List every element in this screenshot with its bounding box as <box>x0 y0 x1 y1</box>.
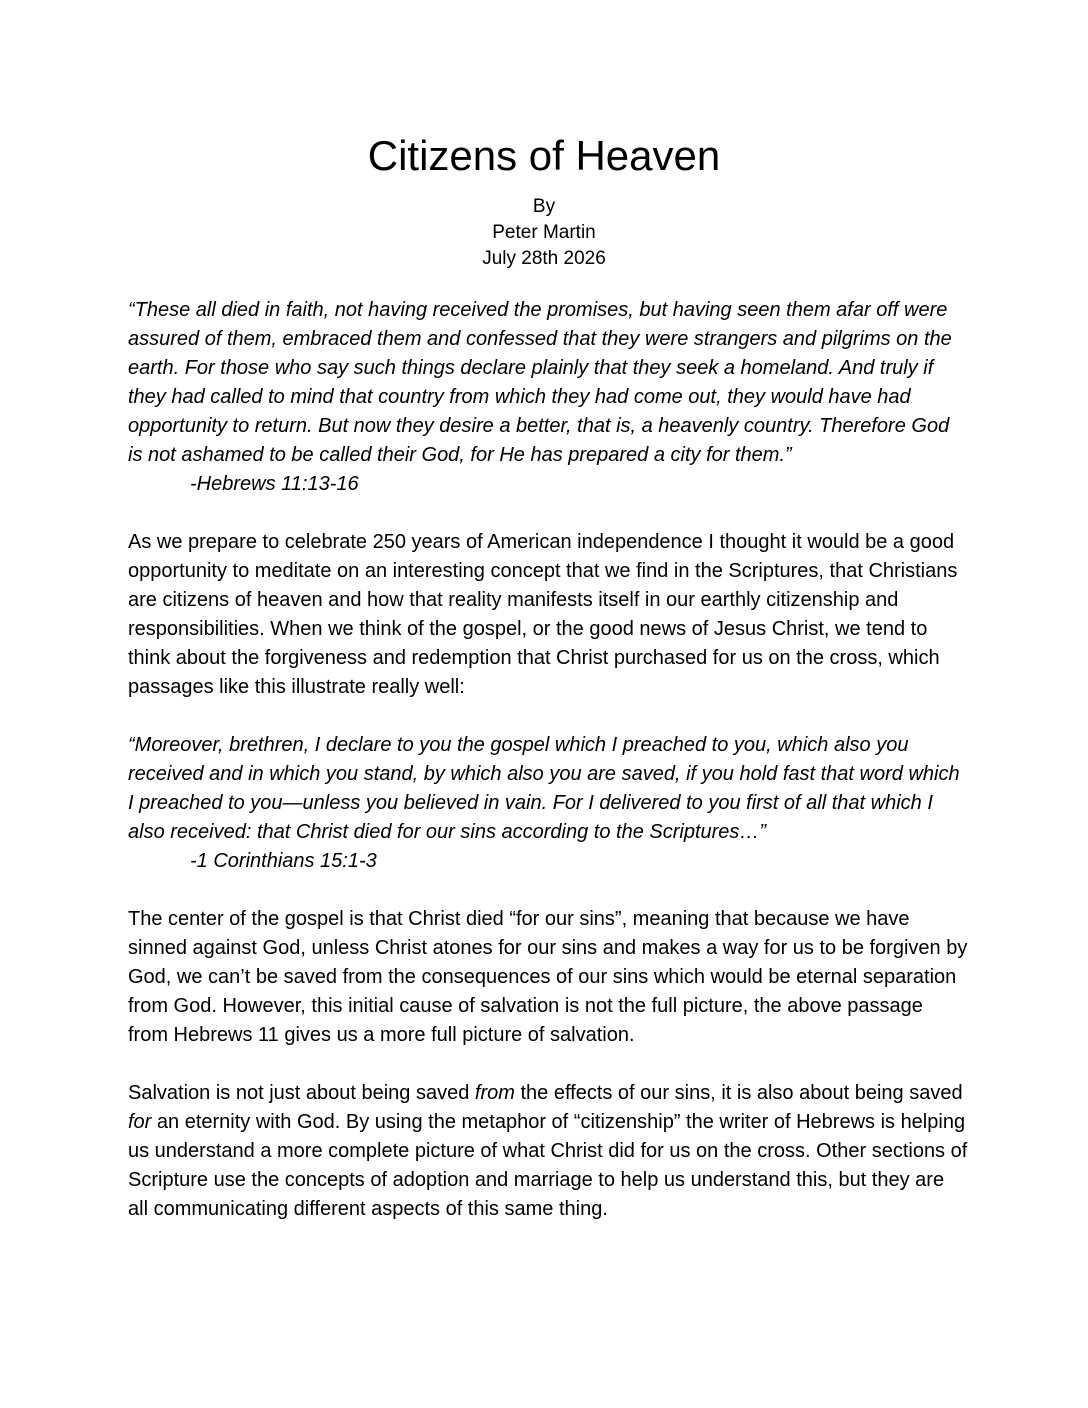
document-body <box>128 296 968 1253</box>
by-label: By <box>532 196 556 217</box>
salvation-text-3: an eternity with God. By using the metaphor of “citizenship” the writer of Hebrews is helping us understand a more complete picture of what Christ did for us on the cross. Other sections of Scripture use the concepts of adoption and marriage to help us understand this, but they are all communicating different aspects of this same thing. <box>128 1111 968 1220</box>
citation-hebrews: -Hebrews 11:13-16 <box>190 473 359 495</box>
citation-corinthians: -1 Corinthians 15:1-3 <box>190 850 377 872</box>
salvation-text-2: the effects of our sins, it is also about being saved <box>514 1082 963 1104</box>
scripture-quote-corinthians: “Moreover, brethren, I declare to you the gospel which I preached to you, which also you received and in which you stand, by which also you are saved, if you hold fast that word which I preached to you—unless you believed in vain. For I delivered to you first of all that which I also received: that Christ died for our sins according to the Scriptures…” <box>128 734 960 843</box>
author-name: Peter Martin <box>492 222 596 243</box>
salvation-text-1: Salvation is not just about being saved <box>128 1082 475 1104</box>
scripture-quote-hebrews: “These all died in faith, not having received the promises, but having seen them afar off were assured of them, embraced them and confessed that they were strangers and pilgrims on the earth. For those who say such things declare plainly that they seek a homeland. And truly if they had called to mind that country from which they had come out, they would have had opportunity to return. But now they desire a better, that is, a heavenly country. Therefore God is not ashamed to be called their God, for He has prepared a city for them.” <box>128 299 952 466</box>
paragraph-gospel-center: The center of the gospel is that Christ died “for our sins”, meaning that because we have sinned against God, unless Christ atones for our sins and makes a way for us to be forgiven by God, we can’t be saved from the consequences of our sins which would be eternal separation from God. However, this initial cause of salvation is not the full picture, the above passage from Hebrews 11 gives us a more full picture of salvation. <box>128 908 968 1046</box>
document-date: July 28th 2026 <box>482 248 606 269</box>
paragraph-salvation <box>128 1079 968 1224</box>
emphasis-for: for <box>128 1111 152 1133</box>
byline <box>0 194 1088 272</box>
emphasis-from: from <box>474 1082 515 1104</box>
document-title: Citizens of Heaven <box>367 132 721 179</box>
paragraph-intro: As we prepare to celebrate 250 years of American independence I thought it would be a good opportunity to meditate on an interesting concept that we find in the Scriptures, that Christians are citizens of heaven and how that reality manifests itself in our earthly citizenship and responsibilities. When we think of the gospel, or the good news of Jesus Christ, we tend to think about the forgiveness and redemption that Christ purchased for us on the cross, which passages like this illustrate really well: <box>128 531 958 698</box>
